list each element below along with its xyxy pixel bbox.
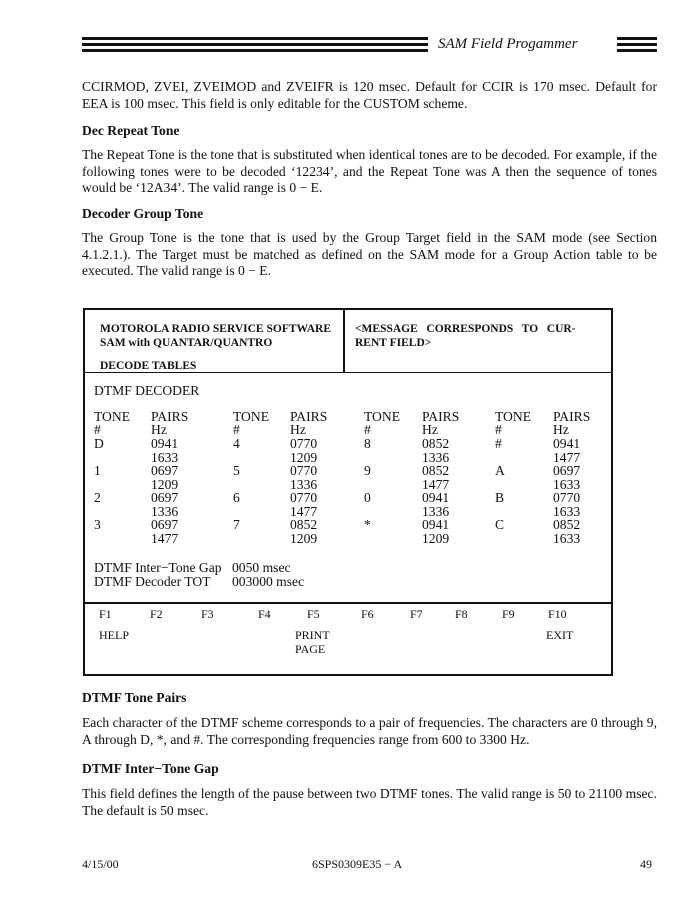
message-line1: <MESSAGE CORRESPONDS TO CUR- <box>355 323 576 335</box>
tone-key: # <box>495 436 502 451</box>
tone-column-header: TONE <box>94 409 130 424</box>
header-rule-right-3 <box>617 49 657 52</box>
footer-page-number: 49 <box>640 857 652 871</box>
tone-freq-low-field[interactable]: 0852 <box>290 517 318 532</box>
tone-freq-low-field[interactable]: 0697 <box>553 463 581 478</box>
function-key-f10[interactable]: F10 <box>548 607 567 621</box>
tone-freq-high-field[interactable]: 1633 <box>151 449 179 465</box>
footer-doc-id: 6SPS0309E35 − A <box>312 857 403 871</box>
pairs-column-subheader: Hz <box>553 422 569 437</box>
tone-freq-high-field[interactable]: 1209 <box>290 530 318 546</box>
header-rule-right-2 <box>617 43 657 46</box>
tone-key: D <box>94 436 104 451</box>
function-key-f5-action-line1: PRINT <box>295 628 330 642</box>
tone-freq-low-field[interactable]: 0770 <box>553 490 581 505</box>
section-heading-decoder-group-tone: Decoder Group Tone <box>82 206 204 221</box>
function-key-f1[interactable]: F1 <box>99 607 112 621</box>
tone-key: 9 <box>364 463 371 478</box>
tone-freq-high-field[interactable]: 1336 <box>290 476 318 492</box>
pairs-column-header: PAIRS <box>151 409 189 424</box>
decoder-tot-field[interactable]: 003000 msec <box>232 574 305 589</box>
pairs-column-subheader: Hz <box>151 422 167 437</box>
tone-key: C <box>495 517 505 532</box>
tone-freq-high-field[interactable]: 1336 <box>422 449 450 465</box>
tone-freq-low-field[interactable]: 0941 <box>422 517 450 532</box>
header-rule-left-3 <box>82 49 428 52</box>
section-heading-dtmf-inter-tone-gap: DTMF Inter−Tone Gap <box>82 761 219 776</box>
function-key-divider <box>85 602 611 604</box>
tone-key: 3 <box>94 517 101 532</box>
function-key-f4[interactable]: F4 <box>258 607 271 621</box>
tone-key: * <box>364 517 371 532</box>
tone-freq-low-field[interactable]: 0941 <box>553 436 581 451</box>
tone-freq-low-field[interactable]: 0852 <box>422 436 450 451</box>
tone-freq-low-field[interactable]: 0770 <box>290 436 318 451</box>
header-title: SAM Field Progammer <box>438 36 578 52</box>
pairs-column-subheader: Hz <box>290 422 306 437</box>
decode-tables-screen <box>83 308 613 676</box>
tone-freq-low-field[interactable]: 0697 <box>151 517 179 532</box>
tone-key: 1 <box>94 463 101 478</box>
inter-tone-gap-label: DTMF Inter−Tone Gap <box>94 560 222 575</box>
tone-key: 5 <box>233 463 240 478</box>
screen-header <box>85 310 611 373</box>
tone-freq-high-field[interactable]: 1477 <box>290 503 318 519</box>
section-heading-dec-repeat-tone: Dec Repeat Tone <box>82 123 180 138</box>
tone-freq-high-field[interactable]: 1633 <box>553 530 581 546</box>
header-rule-left-2 <box>82 43 428 46</box>
section-body-dec-repeat-tone: The Repeat Tone is the tone that is substituted when identical tones are to be decoded. For example, if the following tones were to be decoded ‘12234’, and the Repeat Tone was A then the sequence of tones would be ‘12A34’. The valid range is 0 − E. <box>82 147 657 195</box>
tone-freq-low-field[interactable]: 0697 <box>151 490 179 505</box>
tone-freq-low-field[interactable]: 0941 <box>422 490 450 505</box>
header-rule-right-1 <box>617 37 657 40</box>
tone-key: 8 <box>364 436 371 451</box>
pairs-column-header: PAIRS <box>290 409 328 424</box>
tone-freq-low-field[interactable]: 0852 <box>553 517 581 532</box>
software-title <box>100 322 331 350</box>
tone-key: B <box>495 490 505 505</box>
header-rule-left-1 <box>82 37 428 40</box>
tone-freq-high-field[interactable]: 1336 <box>151 503 179 519</box>
tone-freq-high-field[interactable]: 1336 <box>422 503 450 519</box>
tone-key: 2 <box>94 490 101 505</box>
tone-freq-high-field[interactable]: 1633 <box>553 503 581 519</box>
tone-freq-high-field[interactable]: 1209 <box>290 449 318 465</box>
function-key-f1-action: HELP <box>99 628 129 642</box>
tone-freq-high-field[interactable]: 1633 <box>553 476 581 492</box>
tone-key: 7 <box>233 517 240 532</box>
function-key-f2[interactable]: F2 <box>150 607 163 621</box>
decoder-tot-label: DTMF Decoder TOT <box>94 574 211 589</box>
function-key-f9[interactable]: F9 <box>502 607 515 621</box>
function-key-f5[interactable]: F5 <box>307 607 320 621</box>
tone-column-subheader: # <box>94 422 101 437</box>
tone-freq-high-field[interactable]: 1477 <box>151 530 179 546</box>
screen-name: DECODE TABLES <box>100 360 197 372</box>
tone-key: 6 <box>233 490 240 505</box>
tone-column-subheader: # <box>233 422 240 437</box>
function-key-f8[interactable]: F8 <box>455 607 468 621</box>
function-key-f10-action: EXIT <box>546 628 574 642</box>
message-line2: RENT FIELD> <box>355 337 432 349</box>
tone-freq-high-field[interactable]: 1209 <box>151 476 179 492</box>
decoder-title: DTMF DECODER <box>94 383 200 398</box>
tone-column-subheader: # <box>364 422 371 437</box>
tone-freq-high-field[interactable]: 1477 <box>422 476 450 492</box>
intro-paragraph: CCIRMOD, ZVEI, ZVEIMOD and ZVEIFR is 120 msec. Default for CCIR is 170 msec. Default for EEA is 100 msec. This field is only editable for the CUSTOM scheme. <box>82 79 657 111</box>
function-key-f6[interactable]: F6 <box>361 607 374 621</box>
tone-freq-low-field[interactable]: 0697 <box>151 463 179 478</box>
tone-freq-low-field[interactable]: 0941 <box>151 436 179 451</box>
screen-header-divider <box>343 310 345 372</box>
tone-freq-high-field[interactable]: 1477 <box>553 449 581 465</box>
function-key-f3[interactable]: F3 <box>201 607 214 621</box>
function-key-f7[interactable]: F7 <box>410 607 423 621</box>
tone-freq-low-field[interactable]: 0770 <box>290 463 318 478</box>
tone-column-header: TONE <box>233 409 269 424</box>
section-body-decoder-group-tone: The Group Tone is the tone that is used by the Group Target field in the SAM mode (see Section 4.1.2.1.). The Target must be matched as defined on the SAM mode for a Group Action table to be executed. The valid range is 0 − E. <box>82 230 657 278</box>
pairs-column-header: PAIRS <box>422 409 460 424</box>
pairs-column-subheader: Hz <box>422 422 438 437</box>
section-heading-dtmf-tone-pairs: DTMF Tone Pairs <box>82 690 187 705</box>
tone-key: A <box>495 463 505 478</box>
tone-column-header: TONE <box>495 409 531 424</box>
tone-freq-low-field[interactable]: 0770 <box>290 490 318 505</box>
tone-column-header: TONE <box>364 409 400 424</box>
section-body-dtmf-tone-pairs: Each character of the DTMF scheme corresponds to a pair of frequencies. The characters are 0 through 9, A through D, *, and #. The corresponding frequencies range from 600 to 3300 Hz. <box>82 715 657 747</box>
tone-key: 0 <box>364 490 371 505</box>
footer-date: 4/15/00 <box>82 857 119 871</box>
tone-freq-low-field[interactable]: 0852 <box>422 463 450 478</box>
message-area <box>355 322 585 350</box>
tone-key: 4 <box>233 436 240 451</box>
function-key-f5-action-line2: PAGE <box>295 642 326 656</box>
tone-freq-high-field[interactable]: 1209 <box>422 530 450 546</box>
pairs-column-header: PAIRS <box>553 409 591 424</box>
inter-tone-gap-field[interactable]: 0050 msec <box>232 560 291 575</box>
tone-column-subheader: # <box>495 422 502 437</box>
software-title-line2: SAM with QUANTAR/QUANTRO <box>100 337 273 349</box>
section-body-dtmf-inter-tone-gap: This field defines the length of the pause between two DTMF tones. The valid range is 50 to 21100 msec. The default is 50 msec. <box>82 786 657 818</box>
software-title-line1: MOTOROLA RADIO SERVICE SOFTWARE <box>100 323 332 335</box>
